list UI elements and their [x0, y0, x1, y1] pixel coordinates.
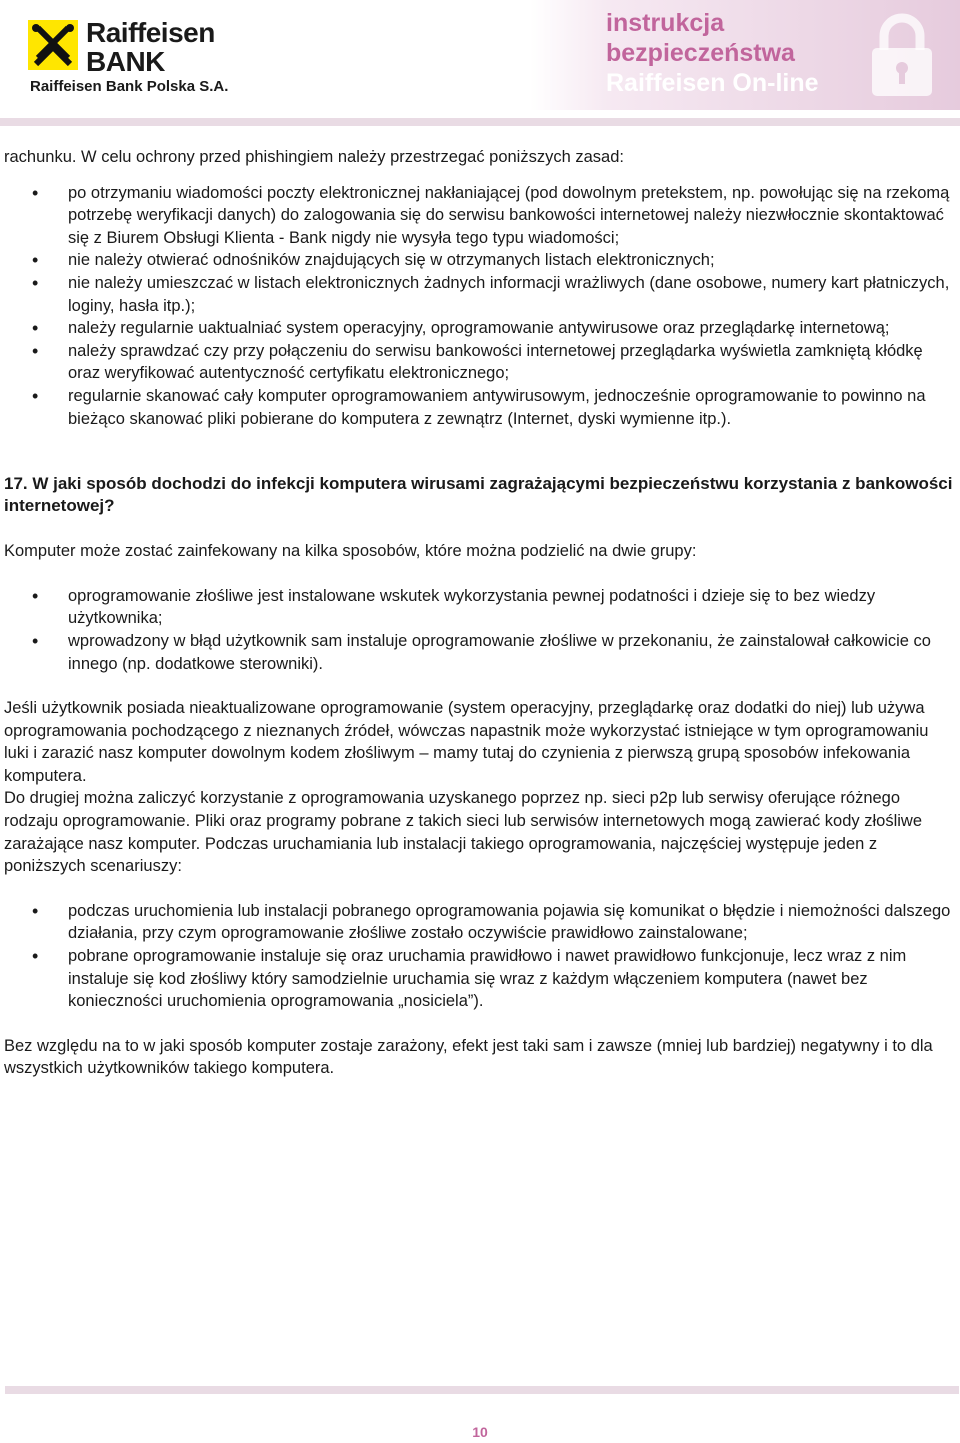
paragraph: Do drugiej można zaliczyć korzystanie z oprogramowania uzyskanego poprzez np. sieci p2p lub serwisy oferujące różnego rodzaju oprogramowanie. Pliki oraz programy pobrane z takich sieci lub serwisów internetowych mogą zawierać kody złośliwe zarażające nasz komputer. Podczas uruchamiania lub instalacji takiego oprogramowania, najczęściej występuje jeden z poniższych scenariuszy:: [4, 789, 922, 876]
list-item: • podczas uruchomienia lub instalacji pobranego oprogramowania pojawia się komunikat o błędzie i niemożności dalszego działania, przy czym oprogramowanie złośliwe zostało oczywiście prawidłowo zainstalowane;: [4, 900, 954, 945]
list-item: • nie należy otwierać odnośników znajdujących się w otrzymanych listach elektronicznych;: [4, 249, 954, 272]
footer-divider: [5, 1386, 959, 1394]
page-header: [0, 0, 960, 110]
page-number: 10: [472, 1424, 488, 1440]
logo-name-line1: Raiffeisen: [86, 17, 215, 48]
banner-line-2: bezpieczeństwa: [606, 39, 795, 67]
document-body: [4, 146, 954, 1080]
list-item: • nie należy umieszczać w listach elektronicznych żadnych informacji wrażliwych (dane osobowe, numery kart płatniczych, loginy, hasła itp.);: [4, 272, 954, 317]
phishing-rules-list: [4, 182, 954, 431]
logo-name-line2: BANK: [86, 46, 165, 77]
list-item: • należy sprawdzać czy przy połączeniu do serwisu bankowości internetowej przeglądarka wyświetla zamkniętą kłódkę oraz weryfikować autentyczność certyfikatu elektronicznego;: [4, 340, 954, 385]
list-item: • wprowadzony w błąd użytkownik sam instaluje oprogramowanie złośliwe w przekonaniu, że zainstalował całkowicie co innego (np. dodatkowe sterowniki).: [4, 630, 954, 675]
header-divider: [0, 118, 960, 126]
list-item: • regularnie skanować cały komputer oprogramowaniem antywirusowym, jednocześnie oprogramowanie to powinno na bieżąco skanować pliki pobierane do komputera z zewnątrz (Internet, dyski wymienne itp.).: [4, 385, 954, 430]
padlock-icon: [868, 12, 936, 98]
list-item: • po otrzymaniu wiadomości poczty elektronicznej nakłaniającej (pod dowolnym pretekstem, np. powołując się na rzekomą potrzebę weryfikacji danych) do zalogowania się do serwisu bankowości internetowej należy niezwłocznie skontaktować się z Biurem Obsługi Klienta - Bank nigdy nie wysyła tego typu wiadomości;: [4, 182, 954, 250]
raiffeisen-gable-cross-icon: [28, 20, 78, 70]
banner-title: [606, 8, 819, 98]
document-banner: [530, 0, 960, 110]
scenarios-list: [4, 900, 954, 1013]
list-item: • oprogramowanie złośliwe jest instalowane wskutek wykorzystania pewnej podatności i dzieje się to bez wiedzy użytkownika;: [4, 585, 954, 630]
banner-line-3: Raiffeisen On-line: [606, 69, 819, 97]
infection-groups-list: [4, 585, 954, 675]
paragraph: Komputer może zostać zainfekowany na kilka sposobów, które można podzielić na dwie grupy:: [4, 542, 697, 561]
list-item: • należy regularnie uaktualniać system operacyjny, oprogramowanie antywirusowe oraz przeglądarkę internetową;: [4, 317, 954, 340]
section-heading: 17. W jaki sposób dochodzi do infekcji komputera wirusami zagrażającymi bezpieczeństwu korzystania z bankowości internetowej?: [4, 474, 953, 516]
banner-line-1: instrukcja: [606, 9, 725, 37]
logo-subtitle: Raiffeisen Bank Polska S.A.: [30, 78, 229, 95]
paragraph: Jeśli użytkownik posiada nieaktualizowane oprogramowanie (system operacyjny, przeglądarkę oraz dodatki do niej) lub używa oprogramowania pochodzącego z nieznanych źródeł, wówczas napastnik może wykorzystać istniejące w tym oprogramowaniu luki i zarazić nasz komputer dowolnym kodem złośliwym – mamy tutaj do czynienia z pierwszą grupą sposobów infekowania komputera.: [4, 699, 929, 785]
raiffeisen-logo: [28, 12, 238, 102]
paragraph: Bez względu na to w jaki sposób komputer zostaje zarażony, efekt jest taki sam i zawsze (mniej lub bardziej) negatywny i to dla wszystkich użytkowników takiego komputera.: [4, 1036, 933, 1078]
intro-text: rachunku. W celu ochrony przed phishingiem należy przestrzegać poniższych zasad:: [4, 148, 624, 166]
list-item: • pobrane oprogramowanie instaluje się oraz uruchamia prawidłowo i nawet prawidłowo funkcjonuje, lecz wraz z nim instaluje się kod złośliwy który samodzielnie uruchamia się wraz z każdym włączeniem komputera (nawet bez konieczności uruchomienia oprogramowania „nosiciela”).: [4, 945, 954, 1013]
